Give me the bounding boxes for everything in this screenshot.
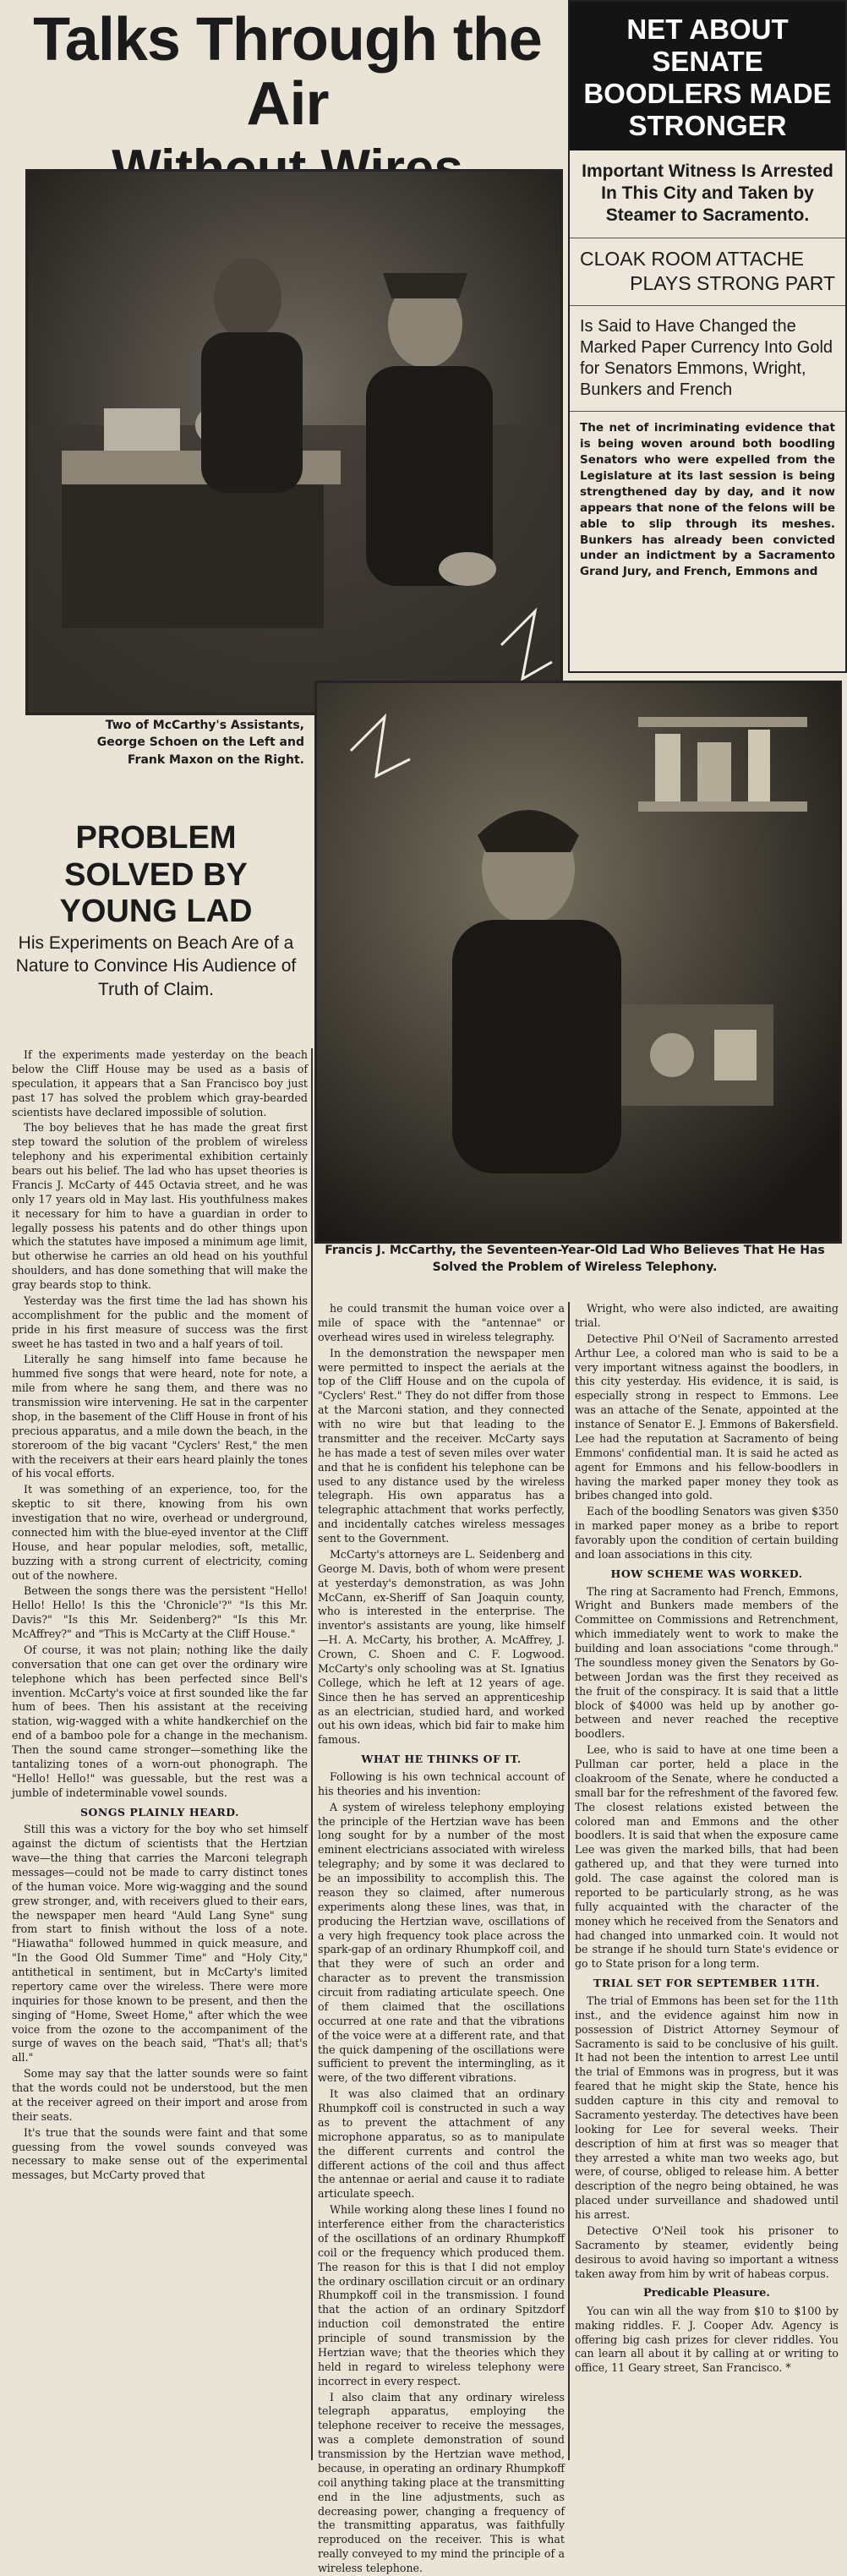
article-column-2	[318, 1302, 565, 2574]
column-rule	[568, 1302, 570, 2460]
article-paragraph: It was something of an experience, too, for the skeptic to sit there, knowing from his own investigation that no wire, overhead or underground, connected him with the blue-eyed inventor at the Cliff House, and hear popular melodies, soft, metallic, buzzing with a strong current of electricity, coming out of the nowhere.	[12, 1483, 308, 1582]
side-story-deck-2-line-1: CLOAK ROOM ATTACHE	[580, 247, 804, 270]
article-paragraph: he could transmit the human voice over a mile of space with the "antennae" or overhead wires used in wireless telegraphy.	[318, 1302, 565, 1343]
photo-assistants	[25, 169, 563, 715]
side-story-deck-2	[570, 238, 845, 307]
article-paragraph: While working along these lines I found no interference either from the characteristics of the oscillations of an ordinary Rhumpkoff coil or the frequency which produced them. The reason for this is that I did not employ the ordinary oscillation circuit or an ordinary Rhumpkoff coil in the transmission. I found that the action of an ordinary Spitzdorf induction coil demonstrated the entire principle of sound transmission by the Hertzian wave; that the theories which they held in regard to wireless telephony were incorrect in every respect.	[318, 2203, 565, 2387]
article-paragraph: A system of wireless telephony employing the principle of the Hertzian wave has been long sought for by a number of the most eminent electricians associated with wireless telegraphy; and by some it was declared to be an impossibility to accomplish this. The reason they so claimed, after numerous experiments along these lines, was that, in producing the Hertzian wave, oscillations of a very high frequency took place across the spark-gap of an ordinary Rhumpkoff coil, and that they were of such an order and character as to prevent the transmission circuit from radiating articulate speech. One of them claimed that the oscillations occurred at one rate and that the vibrations of the voice were at a different rate, and that the quick dampening of the oscillations were sufficient to prevent the intermingling, as it were, of the two different vibrations.	[318, 1800, 565, 2085]
article-paragraph: It's true that the sounds were faint and that some guessing from the vowel sounds conveyed was necessary to make sense out of the experimental messages, but McCarty proved that	[12, 2125, 308, 2182]
side-story-box	[568, 0, 847, 673]
article-paragraph: Following is his own technical account of his theories and his invention:	[318, 1769, 565, 1797]
headline-line-1: Talks Through the Air	[33, 6, 542, 138]
article-paragraph: The boy believes that he has made the great first step toward the solution of the problem of wireless telephony and his experimental exhibition certainly bears out his belief. The lad who has upset theories is Francis J. McCarty of 445 Octavia street, and he was only 17 years old in May last. His youthfulness makes it necessary for him to have a guardian in order to legally possess his patents and do other things upon which the statutes have imposed a minimum age limit, but otherwise he carries an old head on his youthful shoulders, and has done something that will make the gray beards stop to think.	[12, 1121, 308, 1291]
article-paragraph: Of course, it was not plain; nothing like the daily conversation that one can get over the ordinary wire telephone which has been perfected since Bell's invention. McCarty's voice at first sounded like the far hum of bees. Then his assistant at the receiving station, wig-wagged with a white handkerchief on the end of a bamboo pole for a change in the mechanism. Then the sound came stronger—something like the tantalizing tones of a worn-out phonograph. The "Hello! Hello!" was guessable, but the rest was a jumble of indeterminable vowel sounds.	[12, 1643, 308, 1799]
article-paragraph: Wright, who were also indicted, are awaiting trial.	[575, 1302, 839, 1329]
column-subhead: TRIAL SET FOR SEPTEMBER 11TH.	[593, 1977, 820, 1990]
article-paragraph: Yesterday was the first time the lad has shown his accomplishment for the public and the moment of pride in his first measure of success was the first sweet he has tasted in two and a half years of toil.	[12, 1293, 308, 1350]
article-paragraph: Lee, who is said to have at one time been a Pullman car porter, held a place in the cloakroom of the Senate, where he conducted a small bar for the refreshment of the favored few. The closest relations existed between the colored man and Emmons and the other boodlers. It is said that when the exposure came Lee was given the marked bills, that had been gathered up, and that they were turned into gold. The case against the colored man is reported to be particularly strong, as he was fully acquainted with the character of the money which he received from the Senators and had changed into unmarked coin. It would not be strange if he should turn State's evidence or go to State prison for a long term.	[575, 1743, 839, 1971]
side-story-deck-1: Important Witness Is Arrested In This City and Taken by Steamer to Sacramento.	[570, 150, 845, 238]
article-paragraph: It was also claimed that an ordinary Rhumpkoff coil is constructed in such a way as to prevent the attachment of any microphone apparatus, so as to manipulate the different currents and control the different actions of the coil and thus affect the antennae or aerial and cause it to radiate articulate speech.	[318, 2087, 565, 2201]
article-paragraph: The ring at Sacramento had French, Emmons, Wright and Bunkers made members of the Committee on Commissions and Retrenchment, which immediately went to work to make the building and loan associations "come through." The soundless money given the Senators by Go-between Jordan was the first they received as the fruit of the conspiracy. It is said that a little block of $4000 was held up by another go-between and never reached the receptive boodlers.	[575, 1584, 839, 1741]
story-subheadline: PROBLEM SOLVED BY YOUNG LAD	[59, 820, 253, 930]
article-column-3	[575, 1302, 839, 2460]
article-paragraph: Some may say that the latter sounds were so faint that the words could not be understood, but the men at the receiver agreed on their import and arose from their seats.	[12, 2067, 308, 2123]
article-paragraph: Each of the boodling Senators was given $350 in marked paper money as a bribe to report favorably upon the condition of certain building and loan associations in this city.	[575, 1505, 839, 1561]
article-paragraph: Between the songs there was the persistent "Hello! Hello! Hello! Is this the 'Chronicle'?" "Is this Mr. Davis?" "Is this Mr. Seidenberg?" "Is this Mr. McAffrey?" and "This is McCarty at the Cliff House."	[12, 1584, 308, 1640]
article-paragraph: In the demonstration the newspaper men were permitted to inspect the aerials at the top of the Cliff House and on the cupola of "Cyclers' Rest." They do not differ from those at the Marconi station, and they connected with no wire but that leading to the transmitter and the receiver. McCarty says he has made a test of seven miles over water and that he is confident his telephone can be used to any distance used by the wireless telegraph. His own apparatus has a telegraphic attachment that works perfectly, and incidentally catches wireless messages sent to the Government.	[318, 1346, 565, 1545]
main-headline	[8, 8, 566, 196]
article-paragraph: McCarty's attorneys are L. Seidenberg and George M. Davis, both of whom were present at yesterday's demonstration, as was John McCann, ex-Sheriff of San Joaquin county, who is interested in the enterprise. The inventor's assistants are young, like himself—H. A. McCarty, his brother, A. McAffrey, J. Crown, C. Shoen and C. F. Logwood. McCarty's only schooling was at St. Ignatius College, which he left at 12 years of age. Since then he has served an apprenticeship as an electrician, studied hard, and worked out his own ideas, which bid fair to make him famous.	[318, 1547, 565, 1747]
article-paragraph: If the experiments made yesterday on the beach below the Cliff House may be used as a basis of speculation, it appears that a San Francisco boy just past 17 has solved the problem which gray-bearded scientists have declared impossible of solution.	[12, 1048, 308, 1118]
side-story-deck-2-line-2: PLAYS STRONG PART	[630, 272, 835, 295]
column-subhead: HOW SCHEME WAS WORKED.	[610, 1567, 803, 1580]
article-column-1	[12, 1048, 308, 2460]
column-subhead: SONGS PLAINLY HEARD.	[80, 1805, 239, 1819]
article-paragraph: Detective Phil O'Neil of Sacramento arrested Arthur Lee, a colored man who is said to be a very important witness against the boodlers, in this city yesterday. His evidence, it is said, is especially strong in respect to Emmons. Lee was an attache of the Senate, appointed at the instance of Senator E. J. Emmons of Bakersfield. Lee had the reputation at Sacramento of being Emmons' confidential man. It is said he acted as agent for Emmons and his fellow-boodlers in having the marked paper money they took as bribes changed into gold.	[575, 1332, 839, 1502]
column-subhead: WHAT HE THINKS OF IT.	[361, 1753, 522, 1766]
story-deck: His Experiments on Beach Are of a Nature to Convince His Audience of Truth of Claim.	[15, 933, 297, 999]
article-paragraph: Literally he sang himself into fame because he hummed five songs that were heard, note for note, a mile from where he sang them, and there was no transmission wire intervening. He sat in the carpenter shop, in the basement of the Cliff House in front of his precious apparatus, and a mile down the beach, in the storeroom of the big vacant "Cyclers' Rest," the men with the receivers at their ears heard plainly the tones of his vocal efforts.	[12, 1353, 308, 1480]
article-paragraph: Detective O'Neil took his prisoner to Sacramento by steamer, evidently being desirous to avoid having so important a witness taken away from him by writ of habeas corpus.	[575, 2223, 839, 2280]
assistants-photo-image	[28, 172, 560, 713]
side-story-deck-3: Is Said to Have Changed the Marked Paper Currency Into Gold for Senators Emmons, Wright, Bunkers and French	[570, 306, 845, 412]
article-paragraph: The trial of Emmons has been set for the 11th inst., and the evidence against him now in possession of District Attorney Seymour of Sacramento is said to be conclusive of his guilt. It had not been the intention to arrest Lee until the trial of Emmons was in progress, but it was feared that he might skip the State, hence his sudden capture in this city and removal to Sacramento yesterday. The detectives have been looking for Lee for several weeks. Their description of him at first was so meager that they arrested a white man two weeks ago, but were, of course, obliged to release him. A better description of the negro being obtained, he was placed under surveillance and shadowed until his arrest.	[575, 1994, 839, 2221]
article-paragraph: Still this was a victory for the boy who set himself against the dictum of scientists that the Hertzian wave—the thing that carries the Marconi telegraph messages—could not be made to carry distinct tones of the human voice. More wig-wagging and the sound grew stronger, and, with receivers glued to their ears, the newspaper men heard "Auld Lang Syne" sung from start to finish without the loss of a note. "Hiawatha" followed hummed in quick measure, and "In the Good Old Summer Time" and "Holy City," antithetical in sentiment, but in McCarty's limited repertory came over the wireless. There were more inquiries for those known to be present, and then the singing of "Home, Sweet Home," after which the wee voice from the ozone to the accompaniment of the surge of waves on the beach said, "That's all; that's all."	[12, 1823, 308, 2065]
side-story-lede: The net of incriminating evidence that is being woven around both boodling Senators who were expelled from the Legislature at its last session is being strengthened day by day, and it now appears that none of the felons will be able to slip through its meshes. Bunkers has already been convicted under an indictment by a Sacramento Grand Jury, and French, Emmons and	[580, 421, 835, 579]
side-story-headline: NET ABOUT SENATE BOODLERS MADE STRONGER	[570, 2, 845, 150]
column-subhead: Predicable Pleasure.	[643, 2287, 770, 2300]
article-paragraph: You can win all the way from $10 to $100 by making riddles. F. J. Cooper Adv. Agency is offering big cash prizes for clever riddles. You can learn all about it by calling at or writing to office, 11 Geary street, San Francisco. *	[575, 2304, 839, 2375]
photo-mccarthy	[314, 681, 842, 1244]
column-rule	[311, 1048, 313, 2460]
photo-caption-assistants: Two of McCarthy's Assistants, George Schoen on the Left and Frank Maxon on the Right.	[96, 719, 304, 767]
article-paragraph: I also claim that any ordinary wireless telegraph apparatus, employing the telephone receiver to receive the messages, was a complete demonstration of sound transmission by the Hertzian wave method, because, in operating an ordinary Rhumpkoff coil anything taking place at the transmitting end in the line adjustments, such as decreasing power, changing a frequency of the transmitting apparatus, was faithfully reproduced on the receiver. This is what really conveyed to my mind the principle of a wireless telephone.	[318, 2390, 565, 2574]
photo-caption-mccarthy: Francis J. McCarthy, the Seventeen-Year-Old Lad Who Believes That He Has Solved the Problem of Wireless Telephony.	[325, 1244, 825, 1274]
mccarthy-photo-image	[317, 683, 839, 1241]
